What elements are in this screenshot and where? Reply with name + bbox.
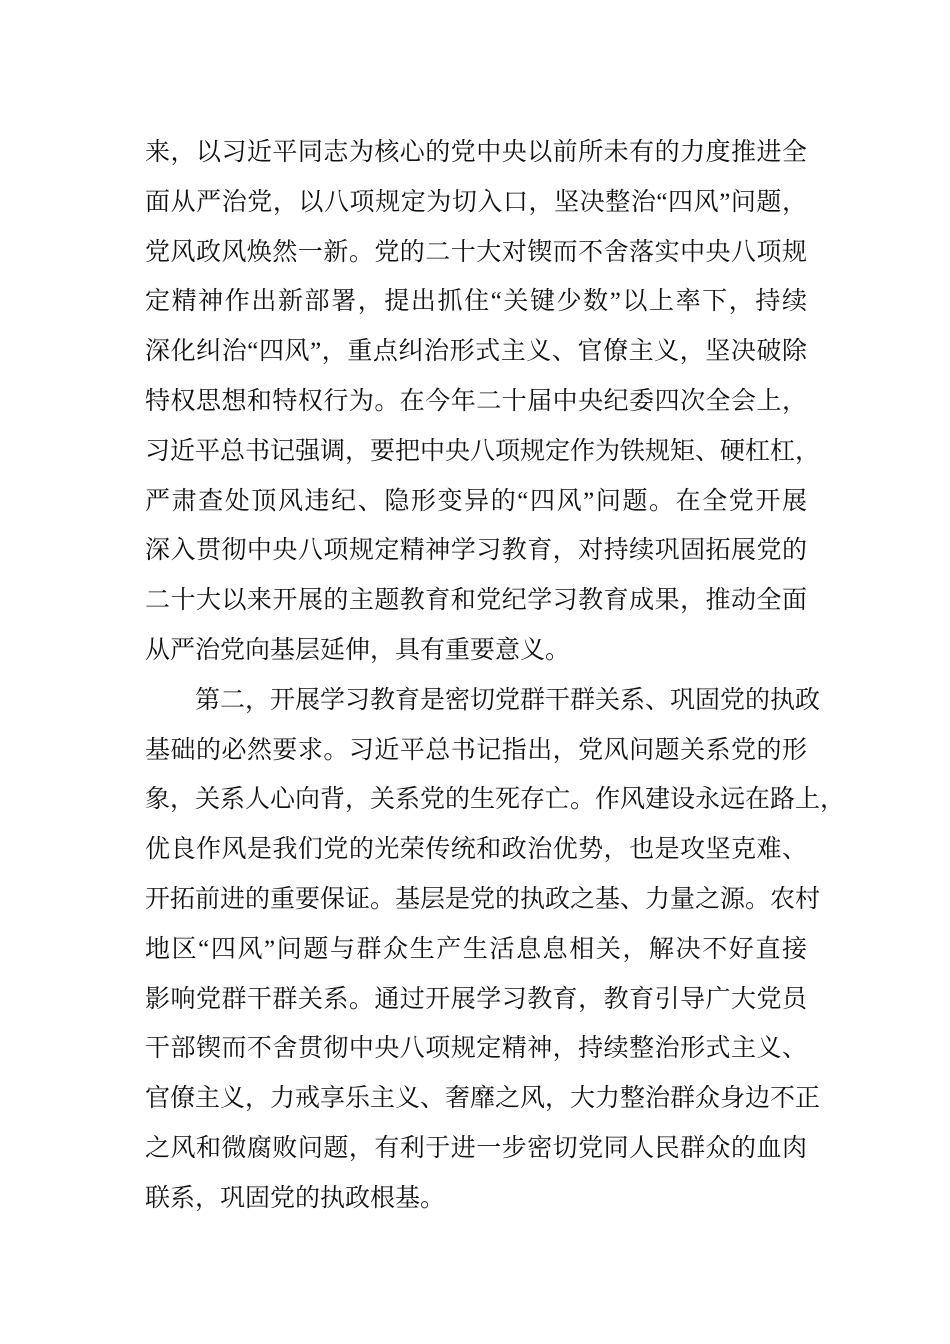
document-body bbox=[145, 128, 846, 1224]
text-line: 地区“四风”问题与群众生产生活息息相关，解决不好直接 bbox=[145, 935, 807, 963]
text-line: 官僚主义，力戒享乐主义、奢靡之风，大力整治群众身边不正 bbox=[145, 1085, 821, 1113]
text-line: 严肃查处顶风违纪、隐形变异的“四风”问题。在全党开展 bbox=[145, 487, 807, 515]
text-line: 二十大以来开展的主题教育和党纪学习教育成果，推动全面 bbox=[145, 587, 807, 615]
text-line: 来，以习近平同志为核心的党中央以前所未有的力度推进全 bbox=[145, 139, 807, 166]
text-line: 深入贯彻中央八项规定精神学习教育，对持续巩固拓展党的 bbox=[145, 537, 807, 565]
text-line: 干部锲而不舍贯彻中央八项规定精神，持续整治形式主义、 bbox=[145, 1035, 807, 1063]
text-line: 基础的必然要求。习近平总书记指出，党风问题关系党的形 bbox=[145, 736, 807, 764]
text-line: 定精神作出新部署，提出抓住“关键少数”以上率下，持续 bbox=[145, 288, 807, 316]
text-line: 特权思想和特权行为。在今年二十届中央纪委四次全会上， bbox=[145, 387, 807, 415]
text-line: 从严治党向基层延伸，具有重要意义。 bbox=[145, 636, 571, 664]
text-line: 习近平总书记强调，要把中央八项规定作为铁规矩、硬杠杠， bbox=[145, 437, 821, 465]
text-line: 开拓前进的重要保证。基层是党的执政之基、力量之源。农村 bbox=[145, 885, 821, 913]
text-line: 影响党群干群关系。通过开展学习教育，教育引导广大党员 bbox=[145, 985, 807, 1013]
text-line: 联系，巩固党的执政根基。 bbox=[145, 1184, 446, 1212]
text-line: 党风政风焕然一新。党的二十大对锲而不舍落实中央八项规 bbox=[145, 238, 807, 266]
text-line: 第二，开展学习教育是密切党群干群关系、巩固党的执政 bbox=[145, 686, 821, 714]
text-line: 优良作风是我们党的光荣传统和政治优势，也是攻坚克难、 bbox=[145, 836, 807, 864]
text-line: 之风和微腐败问题，有利于进一步密切党同人民群众的血肉 bbox=[145, 1134, 807, 1162]
text-line: 深化纠治“四风”，重点纠治形式主义、官僚主义，坚决破除 bbox=[145, 338, 807, 366]
text-line: 面从严治党，以八项规定为切入口，坚决整治“四风”问题， bbox=[145, 188, 807, 216]
text-line: 象，关系人心向背，关系党的生死存亡。作风建设永远在路上， bbox=[145, 786, 846, 814]
